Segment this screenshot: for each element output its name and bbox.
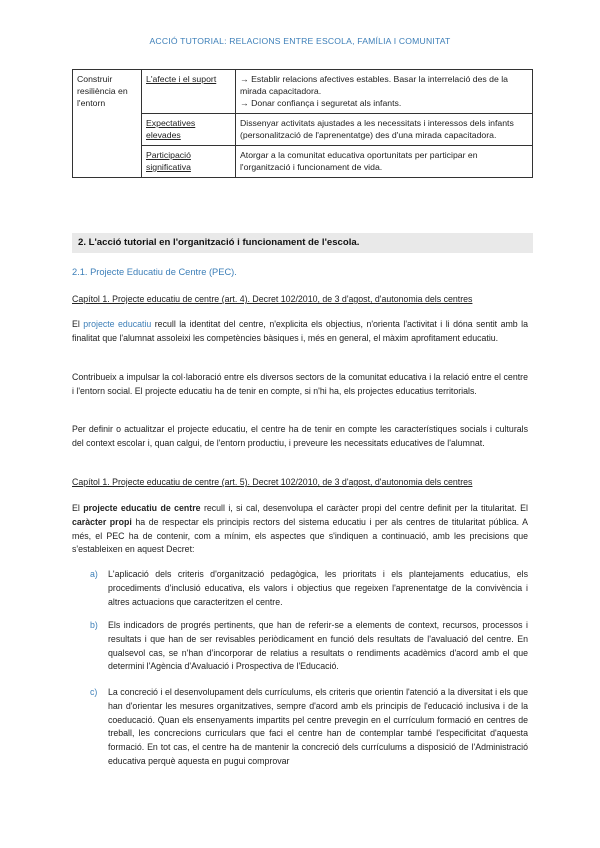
- list-item-text: L'aplicació dels criteris d'organització pedagògica, les prioritats i els plantejaments educatius, els procediments d'inclusió educativa, els valors i objectius que regeixen l'aprenentatge de la convivència i altres actuacions que caracteritzen el centre.: [108, 569, 528, 607]
- section-heading: 2. L'acció tutorial en l'organització i funcionament de l'escola.: [78, 237, 360, 248]
- paragraph-text: recull la identitat del centre, n'explicita els objectius, n'orienta l'activitat i li dóna sentit amb la finalitat que l'alumnat assoleixi les competències bàsiques i, més en general, el màxim aprofitament educatiu.: [72, 319, 528, 343]
- paragraph: Per definir o actualitzar el projecte educatiu, el centre ha de tenir en compte les característiques socials i culturals del context escolar i, quan calgui, de l'entorn productiu, i preveure les necessitats educatives de l'alumnat.: [72, 424, 528, 448]
- item-label: L'afecte i el suport: [146, 74, 217, 84]
- term-highlight: projecte educatiu: [83, 319, 152, 329]
- chapter-reference: Capítol 1. Projecte educatiu de centre (art. 5). Decret 102/2010, de 3 d'agost, d'autonomia dels centres: [72, 477, 473, 487]
- bold-term: caràcter propi: [72, 516, 132, 527]
- item-cell: [142, 70, 236, 114]
- paragraph: [72, 502, 528, 557]
- subsection-heading: 2.1. Projecte Educatiu de Centre (PEC).: [72, 267, 237, 277]
- list-item: [90, 686, 528, 769]
- paragraph-text: recull i, si cal, desenvolupa el caràcter propi del centre definit per la titularitat. El: [200, 503, 528, 513]
- table-row: [73, 70, 533, 114]
- table-row: [73, 114, 533, 146]
- page-header: ACCIÓ TUTORIAL: RELACIONS ENTRE ESCOLA, FAMÍLIA I COMUNITAT: [149, 36, 451, 46]
- bold-term: projecte educatiu de centre: [83, 503, 201, 513]
- item-label: Participació significativa: [146, 150, 191, 172]
- chapter-reference: Capítol 1. Projecte educatiu de centre (art. 4). Decret 102/2010, de 3 d'agost, d'autonomia dels centres: [72, 294, 473, 304]
- list-item-text: Els indicadors de progrés pertinents, que han de referir-se a elements de context, recursos, processos i resultats i que han de ser revisables periòdicament en funció dels resultats de l'avaluació del centre. En qualsevol cas, se n'han d'incorporar de relatius a resultats o rendiments acadèmics d'acord amb el que determini l'Agència d'Avaluació i Prospectiva de l'Educació.: [108, 620, 528, 672]
- item-label: Expectatives elevades: [146, 118, 196, 140]
- list-marker: a): [90, 569, 98, 579]
- desc-cell: → Establir relacions afectives estables. Basar la interrelació des de la mirada capacitadora. → Donar confiança i seguretat als infants.: [236, 70, 533, 114]
- item-cell: [142, 146, 236, 178]
- section-heading-band: [72, 233, 533, 253]
- list-marker: b): [90, 620, 98, 630]
- item-cell: [142, 114, 236, 146]
- paragraph-text: El: [72, 319, 84, 329]
- group-label-cell: Construir resiliència en l'entorn: [73, 70, 142, 178]
- paragraph-text: ha de respectar els principis rectors del sistema educatiu i per als centres de titularitat pública. A més, el PEC ha de contenir, com a mínim, els aspectes que s'indiquen a continuació, amb les precisions que s'estableixen en aquest Decret:: [72, 516, 528, 555]
- list-item: [90, 568, 528, 609]
- desc-cell: Dissenyar activitats ajustades a les necessitats i interessos dels infants (personalització de l'aprenentatge) des d'una mirada capacitadora.: [236, 114, 533, 146]
- list-marker: c): [90, 687, 98, 697]
- list-item-text: La concreció i el desenvolupament dels currículums, els criteris que orientin l'atenció a la diversitat i els que han d'orientar les mesures organitzatives, sempre d'acord amb els principis de l'educació inclusiva i de la coeducació. Quan els ensenyaments impartits pel centre prevegin en el currículum formació en centres de treball, les concrecions curriculars que faci el centre han de contemplar també l'especificitat d'aquesta formació. En tot cas, el centre ha de mantenir la concreció dels currículums a disposició de l'Administració educativa perquè aquesta en pugui comprovar: [108, 687, 528, 766]
- desc-cell: Atorgar a la comunitat educativa oportunitats per participar en l'organització i funcionament de vida.: [236, 146, 533, 178]
- tutorial-table: [72, 69, 533, 178]
- list-item: [90, 619, 528, 674]
- paragraph-text: El: [72, 503, 84, 513]
- paragraph: [72, 318, 528, 346]
- paragraph: Contribueix a impulsar la col·laboració entre els diversos sectors de la comunitat educativa i la relació entre el centre i l'entorn social. El projecte educatiu ha de tenir en compte, si n'hi ha, els projectes educatius territorials.: [72, 372, 528, 396]
- table-row: [73, 146, 533, 178]
